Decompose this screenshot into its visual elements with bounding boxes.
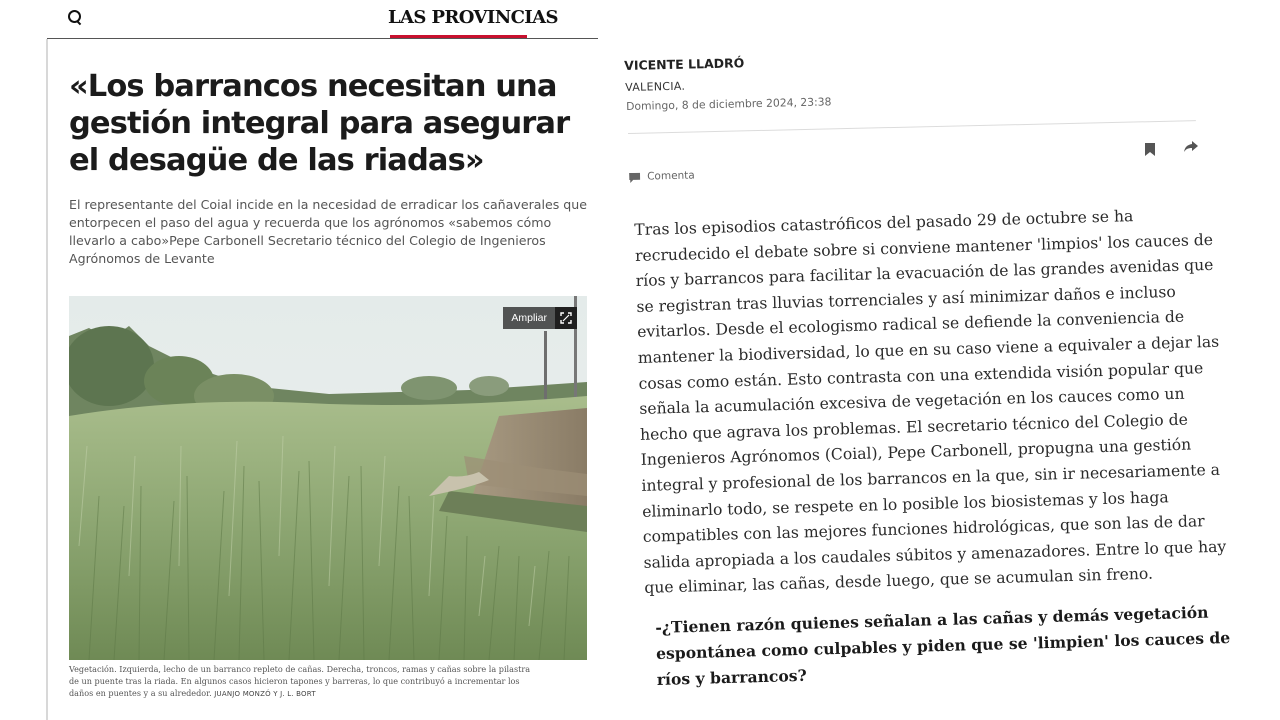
bookmark-icon[interactable]: [1144, 142, 1156, 157]
caption-text: Vegetación. Izquierda, lecho de un barranco repleto de cañas. Derecha, troncos, ramas y cañas sobre la pilastra de un puente tras la riada. En algunos casos hicieron tapones y barreras, lo que contribuyó a incrementar los daños en puentes y a su alrededor.: [69, 664, 531, 698]
article-photo[interactable]: [69, 296, 587, 660]
site-logo[interactable]: LAS PROVINCIAS: [388, 7, 558, 28]
publish-date: Domingo, 8 de diciembre 2024, 23:38: [626, 95, 832, 113]
expand-label: Ampliar: [511, 312, 547, 324]
search-icon[interactable]: [68, 10, 82, 24]
author-name[interactable]: VICENTE LLADRÓ: [624, 55, 745, 73]
article-subheadline: El representante del Coial incide en la necesidad de erradicar los cañaverales que entorpecen el paso del agua y recuerda que los agrónomos «sabemos cómo llevarlo a cabo»Pepe Carbonell Secretario técnico del Colegio de Ingenieros Agrónomos de Levante: [69, 197, 588, 266]
reed-landscape-image: [69, 296, 587, 660]
site-header: [0, 0, 608, 40]
article-headline: «Los barrancos necesitan una gestión integral para asegurar el desagüe de las riadas»: [69, 69, 570, 178]
share-icon[interactable]: [1183, 140, 1199, 154]
interview-question: -¿Tienen razón quienes señalan a las cañas y demás vegetación espontánea como culpables y piden que se 'limpien' los cauces de ríos y barrancos?: [655, 602, 1231, 689]
comment-label: Comenta: [647, 169, 695, 183]
comment-link[interactable]: [629, 169, 695, 183]
article-screenshot-left: [0, 0, 608, 720]
photo-caption: [69, 663, 539, 700]
article-body-paragraph: Tras los episodios catastróficos del pasado 29 de octubre se ha recrudecido el debate sobre si conviene mantener 'limpios' los cauces de ríos y barrancos para facilitar la evacuación de las grandes avenidas que se registran tras lluvias torrenciales y así minimizar daños e incluso evitarlos. Desde el ecologismo radical se defiende la conveniencia de mantener la biodiversidad, lo que en su caso viene a equivaler a dejar las cosas como están. Esto contrasta con una extendida visión popular que señala la acumulación excesiva de vegetación en los cauces como un hecho que agrava los problemas. El secretario técnico del Colegio de Ingenieros Agrónomos (Coial), Pepe Carbonell, propugna una gestión integral y profesional de los barrancos en la que, sin ir necesariamente a eliminarlo todo, se respete en lo posible los biosistemas y los haga compatibles con las mejores funciones hidrológicas, que son las de dar salida apropiada a los caudales súbitos y amenazadores. Entre lo que hay que eliminar, las cañas, desde luego, que se acumulan sin freno.: [634, 207, 1227, 598]
expand-icon: [555, 307, 577, 329]
header-divider: [47, 38, 598, 39]
comment-icon: [629, 173, 640, 183]
dateline-location: VALENCIA.: [625, 79, 686, 94]
expand-photo-button[interactable]: [503, 307, 577, 329]
photo-credit: JUANJO MONZÓ Y J. L. BORT: [214, 690, 316, 698]
article-frame-border: [46, 39, 48, 720]
